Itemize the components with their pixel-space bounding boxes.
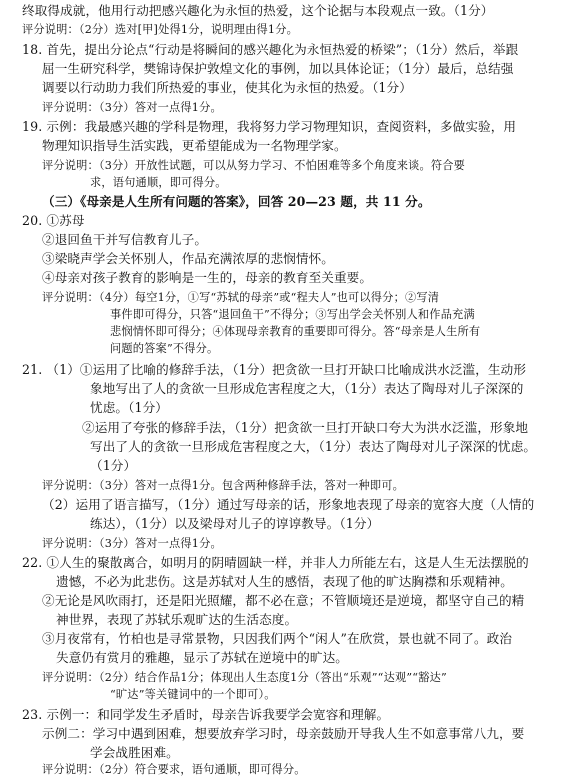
scoring-note-line: “旷达”等关键词中的一个即可）。 xyxy=(110,688,276,701)
scoring-note-line: 事件即可得分，只答“退回鱼干”不得分；③写出学会关怀别人和作品充满 xyxy=(110,308,475,321)
answer-text-line: ③月夜常有，竹柏也是寻常景物，只因我们两个“闲人”在欣赏，景也就不同了。政治 xyxy=(42,631,513,646)
answer-text-line: 调要以行动助力我们所热爱的事业，使其化为永恒的热爱。（1分） xyxy=(42,80,412,95)
scoring-note-line: 评分说明：（3分）开放性试题，可以从努力学习、不怕困难等多个角度来谈。符合要 xyxy=(42,159,466,172)
scoring-note-line: 问题的答案”不得分。 xyxy=(110,342,219,355)
scoring-note-line: 评分说明：（2分）符合要求，语句通顺，即可得分。 xyxy=(42,763,306,776)
scoring-note-line: 评分说明：（2分）结合作品1分；体现出人生态度1分（答出“乐观”“达观”“豁达” xyxy=(42,671,447,684)
answer-text-line: （三）《母亲是人生所有问题的答案》，回答 20—23 题，共 11 分。 xyxy=(42,194,431,209)
answer-text-line: 19. 示例：我最感兴趣的学科是物理，我将努力学习物理知识，查阅资料，多做实验，用 xyxy=(22,119,517,134)
answer-text-line: ④母亲对孩子教育的影响是一生的，母亲的教育至关重要。 xyxy=(42,270,373,285)
answer-text-line: 遗憾，不必为此悲伤。这是苏轼对人生的感悟，表现了他的旷达胸襟和乐观精神。 xyxy=(56,574,513,589)
scoring-note-line: 求，语句通顺，即可得分。 xyxy=(90,176,227,189)
answer-text-line: 20. ①苏母 xyxy=(22,213,85,228)
scoring-note-line: 评分说明：（3分）答对一点得1分。 xyxy=(42,101,222,114)
answer-text-line: 屈一生研究科学，樊锦诗保护敦煌文化的事例，加以具体论证；（1分）最后，总结强 xyxy=(42,61,514,76)
answer-text-line: 失意仍有赏月的雅趣，显示了苏轼在逆境中的旷达。 xyxy=(56,650,348,665)
scoring-note-line: 评分说明：（3分）答对一点得1分。 xyxy=(42,537,222,550)
answer-text-line: ②退回鱼干并写信教育儿子。 xyxy=(42,232,208,247)
scoring-note-line: 悲悯情怀即可得分；④体现母亲教育的重要即可得分。答“母亲是人生所有 xyxy=(110,325,481,338)
scoring-note-line: 评分说明：（2分）选对[甲]处得1分，说明理由得1分。 xyxy=(22,23,299,36)
answer-text-line: 终取得成就，他用行动把感兴趣化为永恒的热爱，这个论据与本段观点一致。（1分） xyxy=(22,3,494,18)
answer-text-line: 18. 首先，提出分论点“行动是将瞬间的感兴趣化为永恒热爱的桥梁”；（1分）然后，举跟 xyxy=(22,42,519,57)
answer-text-line: 21. （1）①运用了比喻的修辞手法，（1分）把贪欲一旦打开缺口比喻成洪水泛滥，生动形 xyxy=(22,362,527,377)
answer-text-line: ②无论是风吹雨打，还是阳光照耀，都不必在意；不管顺境还是逆境，都坚守自己的精 xyxy=(42,593,525,608)
answer-text-line: （1分） xyxy=(90,458,137,473)
answer-text-line: 写出了人的贪欲一旦形成危害程度之大，（1分）表达了陶母对儿子深深的忧虑。 xyxy=(90,439,537,454)
answer-text-line: （2）运用了语言描写，（1分）通过写母亲的话，形象地表现了母亲的宽容大度（人情的 xyxy=(42,497,535,512)
answer-text-line: 示例二：学习中遇到困难，想要放弃学习时，母亲鼓励开导我人生不如意事常八九，要 xyxy=(42,726,525,741)
answer-text-line: 学会战胜困难。 xyxy=(90,745,179,760)
scoring-note-line: 评分说明：（4分）每空1分，①写“苏轼的母亲”或“程夫人”也可以得分；②写清 xyxy=(42,291,440,304)
answer-text-line: 神世界，表现了苏轼乐观旷达的生活态度。 xyxy=(56,612,298,627)
answer-text-line: 忧虑。（1分） xyxy=(90,400,168,415)
answer-text-line: 练达），（1分）以及梁母对儿子的谆谆教导。（1分） xyxy=(90,516,380,531)
answer-text-line: 22. ①人生的聚散离合，如明月的阴晴圆缺一样，并非人力所能左右，这是人生无法摆脱的 xyxy=(22,555,529,570)
answer-text-line: ②运用了夸张的修辞手法，（1分）把贪欲一旦打开缺口夸大为洪水泛滥，形象地 xyxy=(82,420,529,435)
answer-text-line: 物理知识指导生活实践，更希望能成为一名物理学家。 xyxy=(42,138,347,153)
answer-text-line: 23. 示例一：和同学发生矛盾时，母亲告诉我要学会宽容和理解。 xyxy=(22,707,390,722)
answer-text-line: ③梁晓声学会关怀别人，作品充满浓厚的悲悯情怀。 xyxy=(42,251,334,266)
answer-text-line: 象地写出了人的贪欲一旦形成危害程度之大，（1分）表达了陶母对儿子深深的 xyxy=(90,381,524,396)
scoring-note-line: 评分说明：（3分）答对一点得1分。包含两种修辞手法，答对一种即可。 xyxy=(42,479,405,492)
